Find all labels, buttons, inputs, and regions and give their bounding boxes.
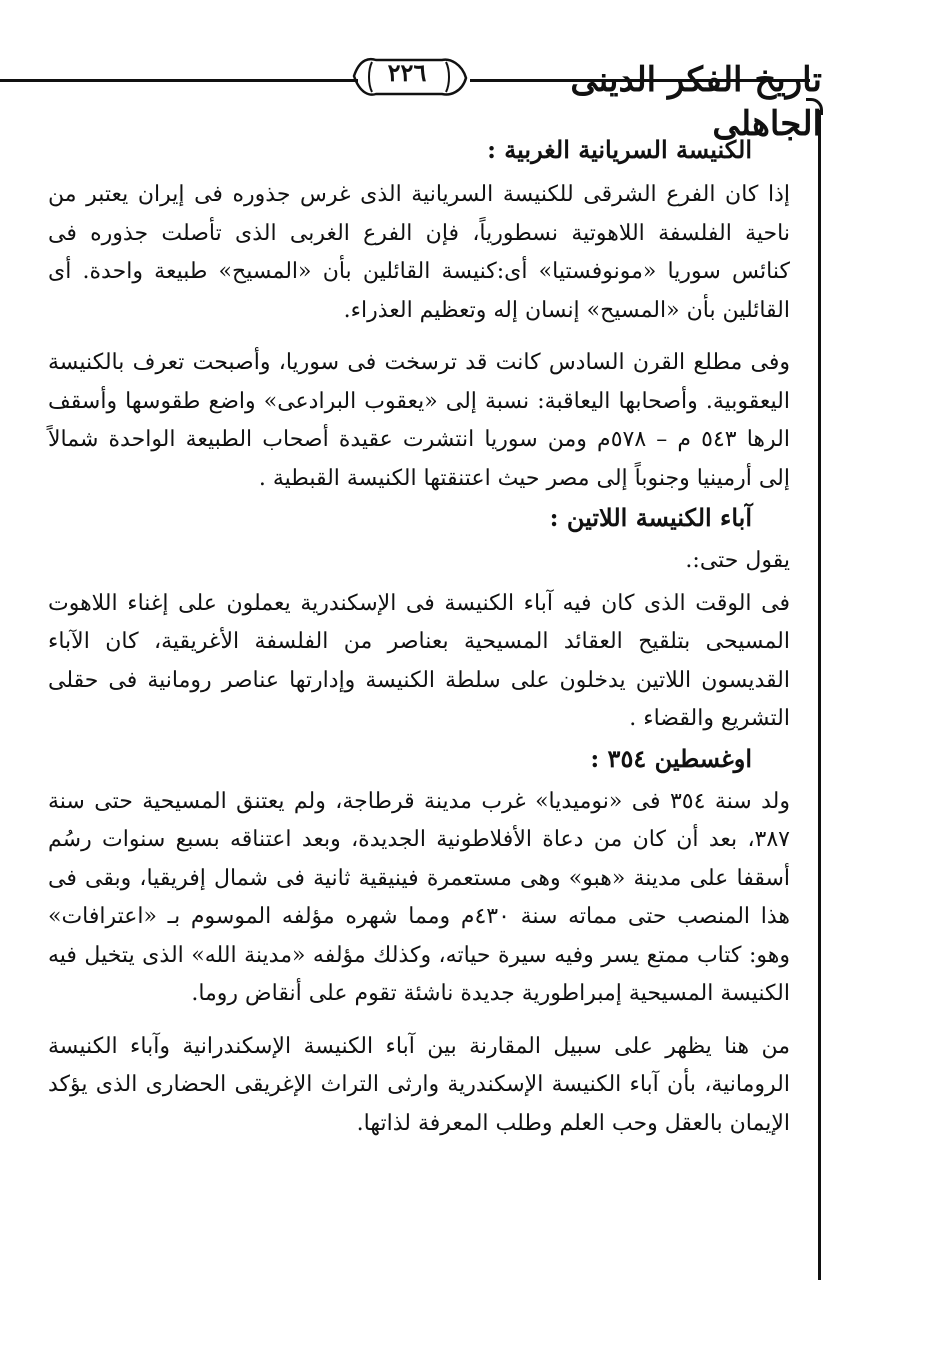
paragraph: من هنا يظهر على سبيل المقارنة بين آباء الكنيسة الإسكندرانية وآباء الكنيسة الرومانية، بأن آباء الكنيسة الإسكندرية وارثى التراث الإغريقى الحضارى الذى يؤكد الإيمان بالعقل وحب العلم وطلب المعرفة لذاتها. — [48, 1033, 790, 1136]
section-heading-western-syriac-church: الكنيسة السريانية الغربية : — [487, 135, 752, 164]
page-right-border — [818, 110, 821, 1280]
paragraph: وفى مطلع القرن السادس كانت قد ترسخت فى سوريا، وأصبحت تعرف بالكنيسة اليعقوبية. وأصحابها اليعاقبة: نسبة إلى «يعقوب البرادعى» واضع طقوسها وأسقف الرها ٥٤٣ م – ٥٧٨م ومن سوريا انتشرت عقيدة أصحاب الطبيعة الواحدة شمالاً إلى أرمينيا وجنوباً إلى مصر حيث اعتنقتها الكنيسة القبطية . — [48, 350, 790, 491]
section-heading-augustine: اوغسطين ٣٥٤ : — [590, 743, 752, 773]
paragraph: ولد سنة ٣٥٤ فى «نوميديا» غرب مدينة قرطاجة، ولم يعتنق المسيحية حتى سنة ٣٨٧، بعد أن كان من دعاة الأفلاطونية الجديدة، وبعد اعتناقه بسبع سنوات رسُم أسقفا على مدينة «هبو» وهى مستعمرة فينيقية ثانية فى شمال إفريقيا، وبقى فى هذا المنصب حتى مماته سنة ٤٣٠م ومما شهره مؤلفه الموسوم بـ «اعترافات» وهو: كتاب ممتع يسر وفيه سيرة حياته، وكذلك مؤلفه «مدينة الله» الذى يتخيل فيه الكنيسة المسيحية إمبراطورية جديدة ناشئة تقوم على أنقاض روما. — [48, 788, 790, 1006]
paragraph: فى الوقت الذى كان فيه آباء الكنيسة فى الإسكندرية يعملون على إغناء اللاهوت المسيحى بتلقيح العقائد المسيحية بعناصر من الفلسفة الأغريقية، كان الآباء القديسون اللاتين يدخلون على سلطة الكنيسة وإدارتها عناصر رومانية فى حقلى التشريع والقضاء . — [48, 590, 790, 731]
section-heading-latin-church-fathers: آباء الكنيسة اللاتين : — [549, 503, 752, 532]
paragraph: إذا كان الفرع الشرقى للكنيسة السريانية الذى غرس جذوره فى إيران يعتبر من ناحية الفلسفة اللاهوتية نسطورياً، فإن الفرع الغربى الذى تأصلت جذوره فى كنائس سوريا «مونوفستيا» أى:كنيسة القائلين بأن «المسيح» طبيعة واحدة. أى القائلين بأن «المسيح» إنسان إله وتعظيم العذراء. — [48, 182, 790, 323]
page-body — [48, 130, 790, 1143]
header-rule-left — [0, 79, 358, 82]
paragraph: يقول حتى:. — [685, 548, 790, 573]
page-number: ٢٢٦ — [387, 58, 427, 87]
running-title: تاريخ الفكر الدينى الجاهلى — [570, 60, 822, 144]
